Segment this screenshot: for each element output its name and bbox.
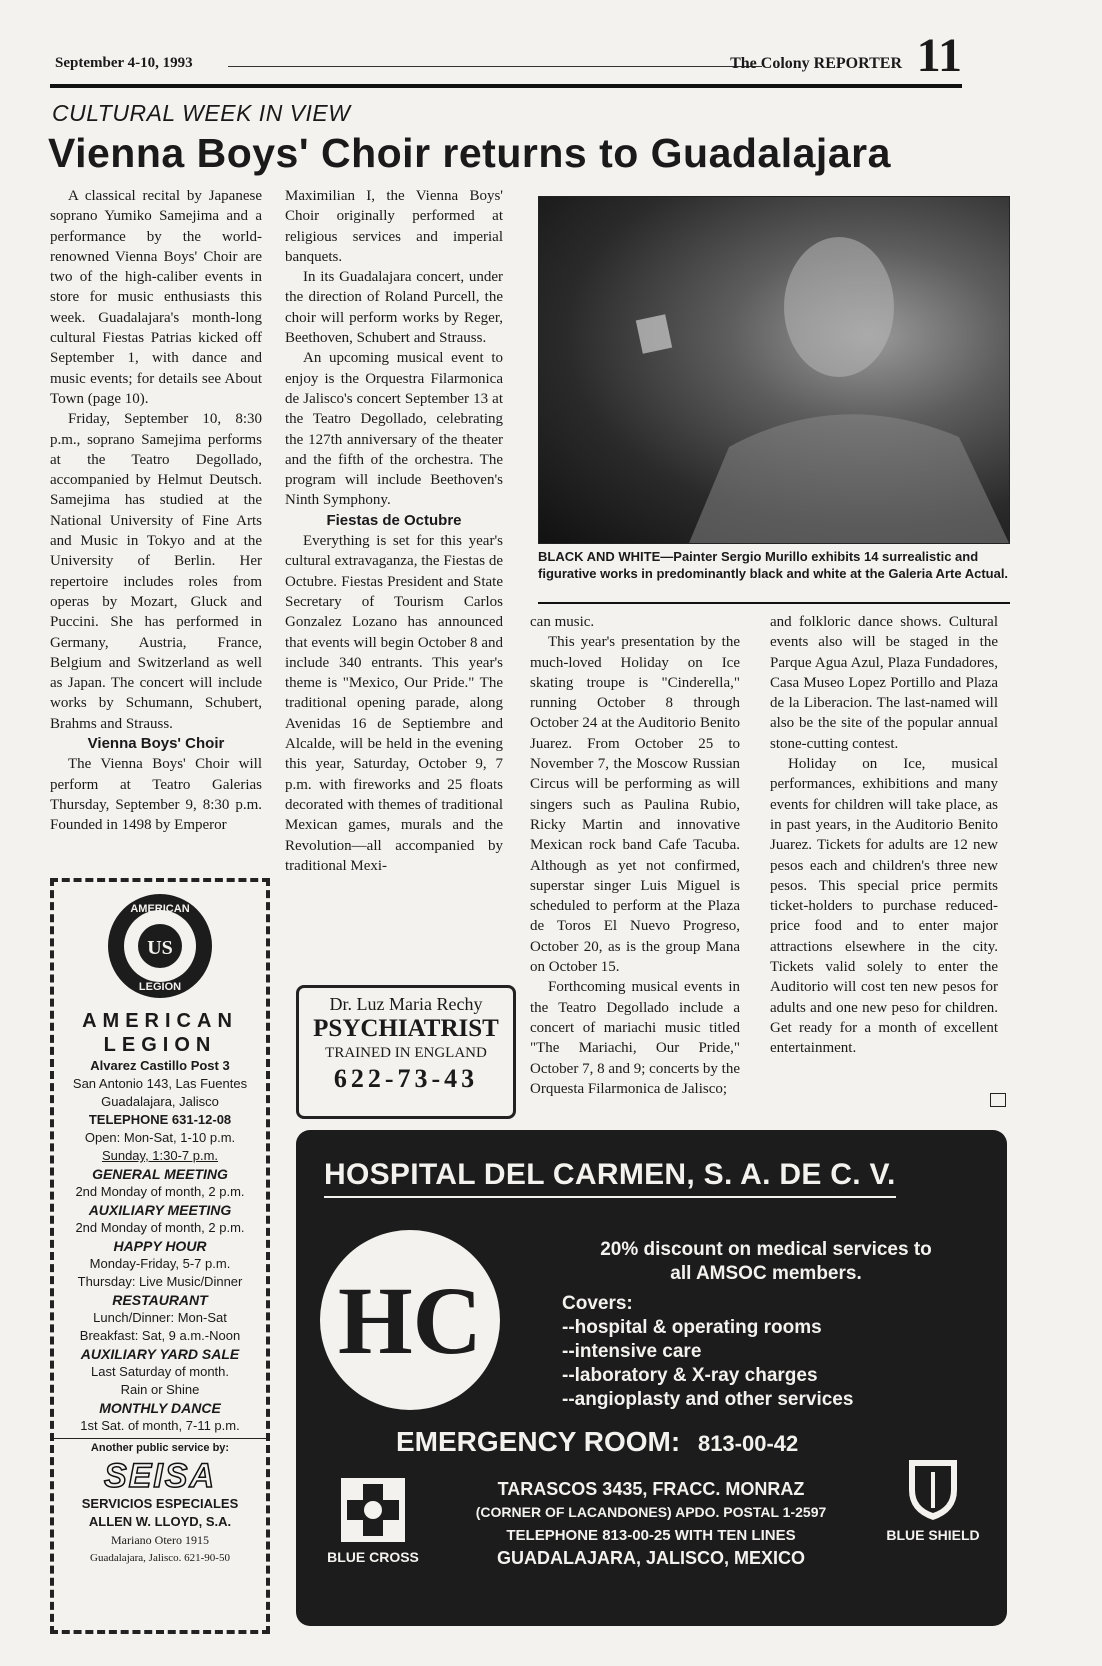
paragraph: In its Guadalajara concert, under the direction of Roland Purcell, the choir will perform works by Reger, Beethoven, Schubert and Strauss. [285,269,503,347]
legion-open: Open: Mon-Sat, 1-10 p.m. [84,1130,236,1145]
legion-city: Guadalajara, Jalisco [101,1094,219,1109]
legion-emblem-icon [90,888,230,1004]
paragraph: and folkloric dance shows. Cultural events also will be staged in the Parque Agua Azul, Plaza Fundadores, Casa Museo Lopez Portillo and Plaza de la Liberacion. The last-named will also be the site of the popular annual stone-cutting contest. [770,614,998,752]
paragraph: Forthcoming musical events in the Teatro Degollado include a concert of mariachi music titled "The Mariachi, Our Pride," October 7, 8 and 9; concerts by the Orquesta Filarmonica de Jalisco; [530,979,740,1097]
american-legion-ad [50,878,270,1634]
emblem-center-text: US [147,937,173,959]
paragraph: can music. [530,614,595,630]
blue-shield-logo [868,1456,998,1543]
psych-trained: TRAINED IN ENGLAND [325,1045,487,1061]
seisa-logo: SEISA [103,1457,217,1495]
address-line: TELEPHONE 813-00-25 WITH TEN LINES [506,1527,796,1544]
legion-address: San Antonio 143, Las Fuentes [72,1076,248,1091]
coverage-item: --angioplasty and other services [562,1389,854,1410]
paragraph: This year's presentation by the much-loved Holiday on Ice skating troupe is "Cinderella," running October 8 through October 24 at the Auditorio Benito Juarez. From October 25 to November 7, the Moscow Russian Circus will be performing as will singers such as Paulina Rubio, Ricky Martin and innovative Mexican rock band Cafe Tacuba. Although as yet not confirmed, superstar singer Luis Miguel is scheduled to perform at the Plaza de Toros El Nuevo Progreso, October 20, as is the group Mana on October 15. [530,634,740,976]
legion-heading: AUXILIARY YARD SALE [80,1346,240,1362]
page-number: 11 [916,29,962,82]
lloyd-name: ALLEN W. LLOYD, S.A. [88,1514,232,1529]
paragraph: An upcoming musical event to enjoy is the Orquestra Filarmonica de Jalisco's concert September 13 at the Teatro Degollado, celebrating the 127th anniversary of the theater and the fifth of the orchestra. The program will include Beethoven's Ninth Symphony. [285,350,503,509]
article-column-3 [530,612,740,1099]
subhead: Vienna Boys' Choir [87,735,225,753]
hospital-logo [320,1230,500,1410]
paragraph: Holiday on Ice, musical performances, exhibitions and many events for children will take place, as in past years, in the Auditorio Benito Juarez. Tickets for adults are 12 new pesos each and children's three new pesos. This special price permits ticket-holders to purchase reduced-price food and to enter major attractions elsewhere in the city. Tickets valid solely to enter the Auditorio will cost ten new pesos for adults and one new peso for children. Get ready for a month of excellent entertainment. [770,756,998,1057]
coverage-item: --laboratory & X-ray charges [562,1365,818,1386]
legion-detail: Lunch/Dinner: Mon-Sat [93,1310,227,1325]
emergency-room [396,1426,798,1458]
legion-heading: RESTAURANT [112,1292,208,1308]
photo-caption: BLACK AND WHITE—Painter Sergio Murillo exhibits 14 surrealistic and figurative works in predominantly black and white at the Galeria Arte Actual. [538,549,1009,581]
newspaper-name: The Colony REPORTER [730,55,902,72]
legion-detail: Last Saturday of month. [90,1364,230,1379]
hospital-ad [296,1130,1007,1626]
header-rule [228,66,762,67]
lloyd-address: Mariano Otero 1915 [111,1533,209,1547]
issue-date: September 4-10, 1993 [55,55,193,71]
address-line: GUADALAJARA, JALISCO, MEXICO [496,1548,806,1568]
legion-service: Another public service by: [54,1438,266,1457]
blue-cross-icon [339,1476,407,1544]
emblem-top-text: AMERICAN [130,903,190,915]
legion-sunday: Sunday, 1:30-7 p.m. [101,1148,219,1163]
legion-name-1: AMERICAN [82,1010,238,1032]
legion-phone: TELEPHONE 631-12-08 [88,1112,232,1127]
legion-post: Alvarez Castillo Post 3 [90,1058,230,1073]
paragraph: Friday, September 10, 8:30 p.m., soprano Samejima performs at the Teatro Degollado, accompanied by Helmut Deutsch. Samejima has studied at the National University of Fine Arts and Music in Tokyo and at the University of Berlin. Her repertoire includes roles from operas by Mozart, Gluck and Puccini. She has performed in Germany, Austria, France, Belgium and Switzerland as well as Japan. The concert will include works by Schumann, Schubert, Brahms and Strauss. [50,411,262,732]
headline: Vienna Boys' Choir returns to Guadalajara [48,130,891,176]
coverage-list [562,1292,853,1412]
paragraph: Maximilian I, the Vienna Boys' Choir originally performed at religious services and imperial banquets. [285,188,503,265]
legion-detail: Thursday: Live Music/Dinner [77,1274,243,1289]
legion-detail: Monday-Friday, 5-7 p.m. [89,1256,231,1271]
discount-line: all AMSOC members. [670,1263,862,1284]
legion-heading: HAPPY HOUR [113,1238,207,1254]
article-column-4 [770,612,998,1059]
psychiatrist-ad [296,985,516,1119]
blue-shield-label: BLUE SHIELD [886,1527,980,1543]
legion-heading: MONTHLY DANCE [99,1400,221,1416]
hospital-address [436,1478,866,1570]
paragraph: The Vienna Boys' Choir will perform at Teatro Galerias Thursday, September 9, 8:30 p.m. Founded in 1498 by Emperor [50,756,262,834]
lloyd-city: Guadalajara, Jalisco. 621-90-50 [90,1552,230,1564]
legion-detail: 1st Sat. of month, 7-11 p.m. [80,1418,240,1433]
legion-detail: 2nd Monday of month, 2 p.m. [75,1220,245,1235]
hospital-logo-text: HC [338,1266,482,1374]
coverage-item: --intensive care [562,1341,702,1362]
end-mark-icon [990,1093,1006,1107]
address-line: TARASCOS 3435, FRACC. MONRAZ [497,1479,805,1499]
servicios-especiales: SERVICIOS ESPECIALES [81,1496,239,1511]
caption-rule [538,602,1010,604]
article-column-2 [285,186,503,876]
blue-shield-icon [905,1456,961,1522]
hospital-title: HOSPITAL DEL CARMEN, S. A. DE C. V. [324,1158,896,1198]
paragraph: A classical recital by Japanese soprano Yumiko Samejima and a performance by the world-renowned Vienna Boys' Choir are two of the high-caliber events in store for music enthusiasts this week. Guadalajara's month-long cultural Fiestas Patrias kicked off September 1, with dance and music events; for details see About Town (page 10). [50,188,262,407]
article-column-1 [50,186,262,836]
legion-detail: Breakfast: Sat, 9 a.m.-Noon [79,1328,241,1343]
psych-name: Dr. Luz Maria Rechy [329,994,483,1014]
blue-cross-logo [308,1476,438,1565]
legion-heading: AUXILIARY MEETING [88,1202,232,1218]
emblem-bottom-text: LEGION [138,981,182,993]
er-phone: 813-00-42 [697,1431,799,1456]
painting-figure [539,197,1009,543]
covers-label: Covers: [562,1293,633,1314]
psych-phone: 622-73-43 [333,1064,479,1093]
address-line: (CORNER OF LACANDONES) APDO. POSTAL 1-2597 [475,1504,827,1520]
legion-detail: Rain or Shine [120,1382,200,1397]
legion-detail: 2nd Monday of month, 2 p.m. [75,1184,245,1199]
paragraph: Everything is set for this year's cultural extravaganza, the Fiestas de Octubre. Fiestas President and State Secretary of Tourism Carlos Gonzalez Lozano has announced that events will begin October 8 and include 340 entrants. This year's theme is "Mexico, Our Pride." The traditional opening parade, along Avenidas 16 de Septiembre and Alcalde, will be held in the evening this year, Saturday, October 9, 7 p.m. with fireworks and 25 floats decorated with themes of traditional Mexican games, murals and the Revolution—all accompanied by traditional Mexi- [285,533,503,874]
legion-heading: GENERAL MEETING [92,1166,228,1182]
header-thick-rule [50,84,962,88]
discount-line: 20% discount on medical services to [600,1239,932,1260]
section-kicker: CULTURAL WEEK IN VIEW [52,100,351,126]
painting-photo [538,196,1010,544]
er-label: EMERGENCY ROOM: [396,1426,681,1457]
legion-name-2: LEGION [103,1034,217,1056]
subhead: Fiestas de Octubre [326,511,462,529]
psych-title: PSYCHIATRIST [313,1015,499,1042]
blue-cross-label: BLUE CROSS [327,1549,419,1565]
coverage-item: --hospital & operating rooms [562,1317,822,1338]
discount-text [566,1238,966,1286]
